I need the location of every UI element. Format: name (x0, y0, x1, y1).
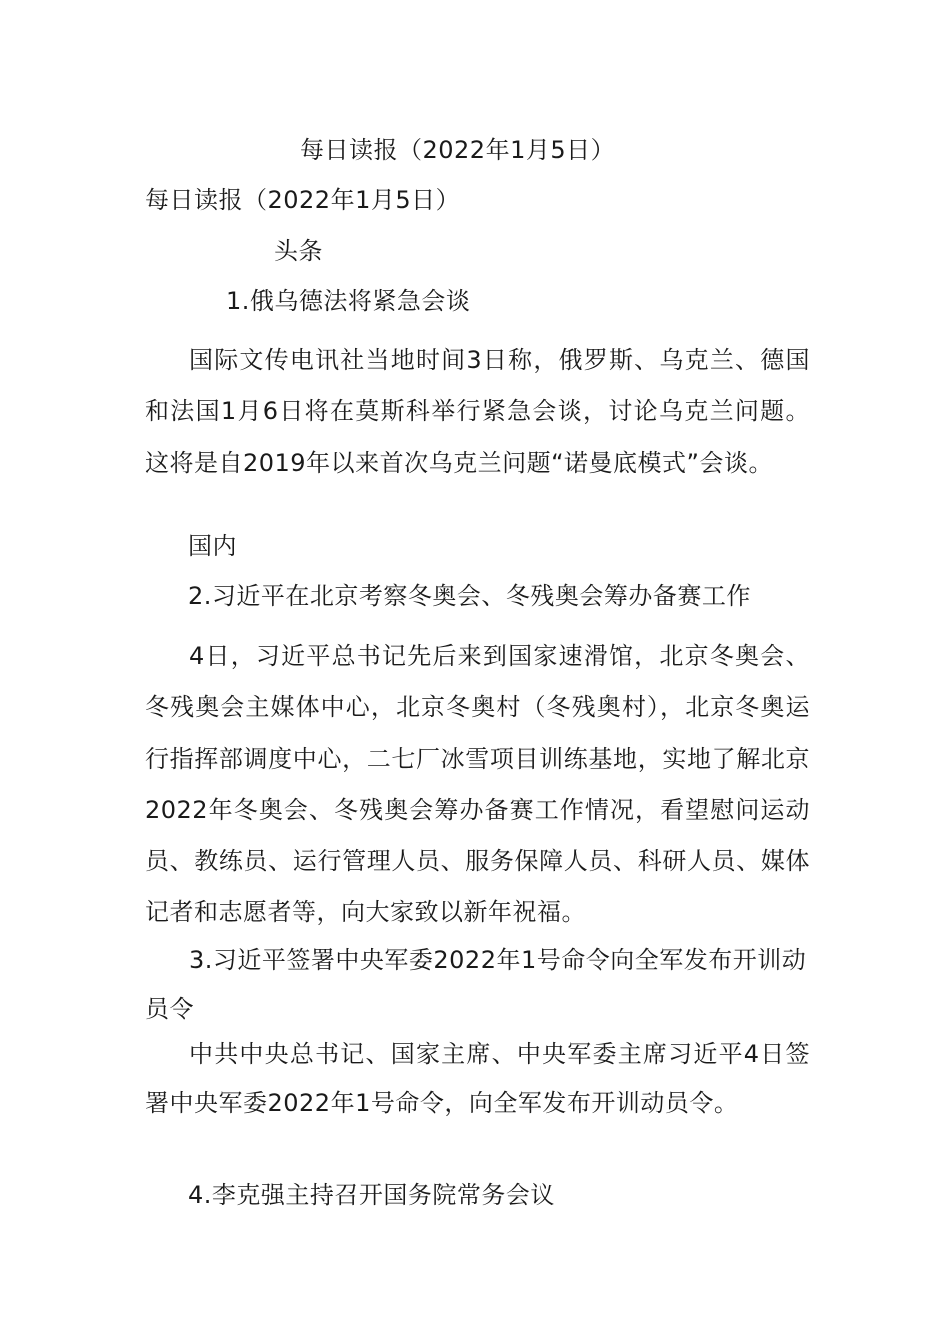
document-subtitle: 每日读报（2022年1月5日） (145, 186, 461, 214)
news-item-3-body: 中共中央总书记、国家主席、中央军委主席习近平4日签署中央军委2022年1号命令，向全军发布开训动员令。 (145, 1040, 810, 1117)
news-item-2-body: 4日，习近平总书记先后来到国家速滑馆，北京冬奥会、冬残奥会主媒体中心，北京冬奥村（冬残奥村），北京冬奥运行指挥部调度中心，二七厂冰雪项目训练基地，实地了解北京2022年冬奥会、冬残奥会筹办备赛工作情况，看望慰问运动员、教练员、运行管理人员、服务保障人员、科研人员、媒体记者和志愿者等，向大家致以新年祝福。 (145, 642, 810, 927)
news-item-2-heading: 2.习近平在北京考察冬奥会、冬残奥会筹办备赛工作 (188, 582, 751, 610)
news-item-1-body: 国际文传电讯社当地时间3日称，俄罗斯、乌克兰、德国和法国1月6日将在莫斯科举行紧急会谈，讨论乌克兰问题。这将是自2019年以来首次乌克兰问题“诺曼底模式”会谈。 (145, 346, 810, 477)
document-title: 每日读报（2022年1月5日） (300, 136, 616, 164)
section-heading-headline: 头条 (274, 237, 323, 265)
news-item-4-heading: 4.李克强主持召开国务院常务会议 (188, 1181, 555, 1209)
news-item-3-heading: 3.习近平签署中央军委2022年1号命令向全军发布开训动员令 (145, 946, 807, 1023)
news-item-1-heading: 1.俄乌德法将紧急会谈 (226, 287, 471, 315)
section-heading-domestic: 国内 (188, 532, 237, 560)
